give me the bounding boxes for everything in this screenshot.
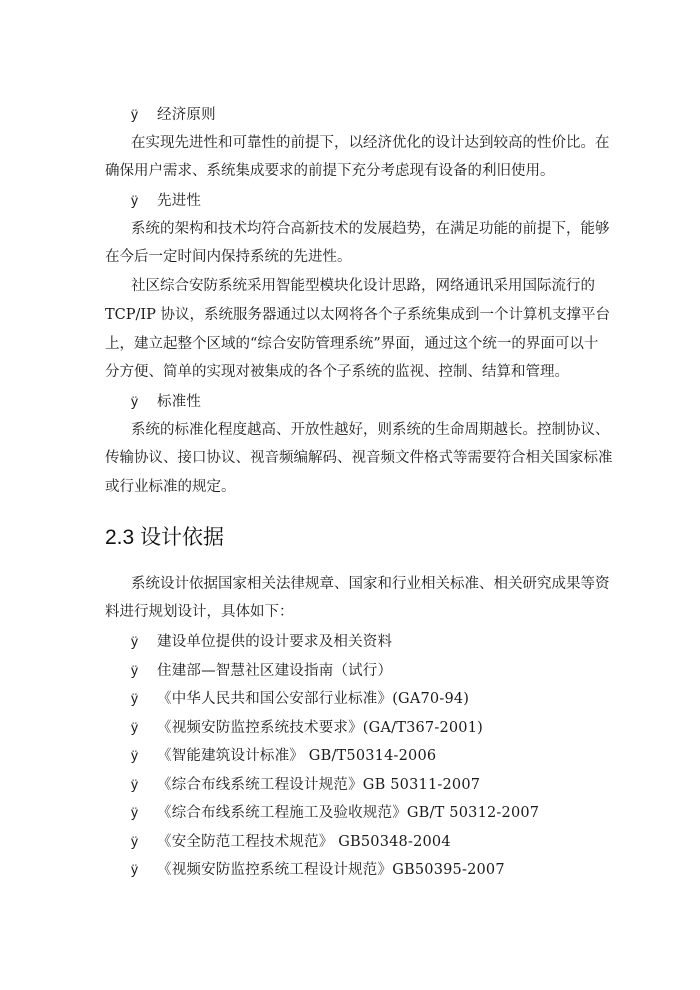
paragraph-line: 上，建立起整个区域的“综合安防管理系统”界面，通过这个统一的界面可以十 bbox=[105, 336, 599, 352]
list-item bbox=[131, 688, 469, 709]
bullet-icon: ÿ bbox=[131, 861, 139, 877]
paragraph-line: 确保用户需求、系统集成要求的前提下充分考虑现有设备的利旧使用。 bbox=[105, 163, 555, 179]
list-item bbox=[131, 745, 436, 766]
list-item bbox=[131, 660, 392, 681]
bullet-icon: ÿ bbox=[131, 633, 139, 649]
list-item bbox=[131, 717, 483, 738]
bullet-icon: ÿ bbox=[131, 804, 139, 820]
list-item-text: 《视频安防监控系统工程设计规范》GB50395-2007 bbox=[157, 862, 505, 878]
list-item-text: 建设单位提供的设计要求及相关资料 bbox=[157, 634, 393, 650]
list-item-text: 《智能建筑设计标准》 GB/T50314-2006 bbox=[157, 748, 437, 764]
paragraph-line: TCP/IP 协议，系统服务器通过以太网将各个子系统集成到一个计算机支撑平台 bbox=[105, 307, 610, 323]
principle-title: 标准性 bbox=[157, 394, 202, 410]
list-item-text: 住建部—智慧社区建设指南（试行） bbox=[157, 663, 393, 679]
list-item bbox=[131, 774, 480, 795]
principle-title: 经济原则 bbox=[157, 107, 216, 123]
bullet-icon: ÿ bbox=[131, 393, 139, 409]
list-item-text: 《综合布线系统工程施工及验收规范》GB/T 50312-2007 bbox=[157, 805, 540, 821]
paragraph-line: 分方便、简单的实现对被集成的各个子系统的监视、控制、结算和管理。 bbox=[105, 364, 569, 380]
principle-title: 先进性 bbox=[157, 193, 202, 209]
bullet-icon: ÿ bbox=[131, 192, 139, 208]
list-item-text: 《安全防范工程技术规范》 GB50348-2004 bbox=[157, 834, 451, 850]
list-item-text: 《中华人民共和国公安部行业标准》(GA70-94) bbox=[157, 691, 470, 707]
bullet-icon: ÿ bbox=[131, 776, 139, 792]
bullet-icon: ÿ bbox=[131, 106, 139, 122]
paragraph-line: 系统设计依据国家相关法律规章、国家和行业相关标准、相关研究成果等资 bbox=[131, 576, 610, 592]
bullet-item-economy bbox=[131, 104, 216, 125]
list-item bbox=[131, 831, 451, 852]
paragraph-line: 或行业标准的规定。 bbox=[105, 479, 236, 495]
paragraph-line: 料进行规划设计，具体如下： bbox=[105, 604, 294, 620]
list-item bbox=[131, 859, 505, 880]
list-item-text: 《综合布线系统工程设计规范》GB 50311-2007 bbox=[157, 777, 481, 793]
bullet-icon: ÿ bbox=[131, 719, 139, 735]
list-item bbox=[131, 631, 392, 652]
section-heading: 2.3 设计依据 bbox=[105, 526, 225, 549]
paragraph-line: 在实现先进性和可靠性的前提下，以经济优化的设计达到较高的性价比。在 bbox=[131, 135, 610, 151]
bullet-icon: ÿ bbox=[131, 690, 139, 706]
bullet-icon: ÿ bbox=[131, 833, 139, 849]
paragraph-line: 传输协议、接口协议、视音频编解码、视音频文件格式等需要符合相关国家标准 bbox=[105, 450, 613, 466]
bullet-item-advanced bbox=[131, 190, 201, 211]
list-item-text: 《视频安防监控系统技术要求》(GA/T367-2001) bbox=[157, 720, 484, 736]
paragraph-line: 系统的标准化程度越高、开放性越好，则系统的生命周期越长。控制协议、 bbox=[131, 422, 610, 438]
paragraph-line: 社区综合安防系统采用智能型模块化设计思路，网络通讯采用国际流行的 bbox=[131, 278, 595, 294]
bullet-item-standard bbox=[131, 391, 201, 412]
paragraph-line: 系统的架构和技术均符合高新技术的发展趋势，在满足功能的前提下，能够 bbox=[131, 221, 610, 237]
list-item bbox=[131, 802, 539, 823]
paragraph-line: 在今后一定时间内保持系统的先进性。 bbox=[105, 249, 352, 265]
bullet-icon: ÿ bbox=[131, 747, 139, 763]
bullet-icon: ÿ bbox=[131, 662, 139, 678]
